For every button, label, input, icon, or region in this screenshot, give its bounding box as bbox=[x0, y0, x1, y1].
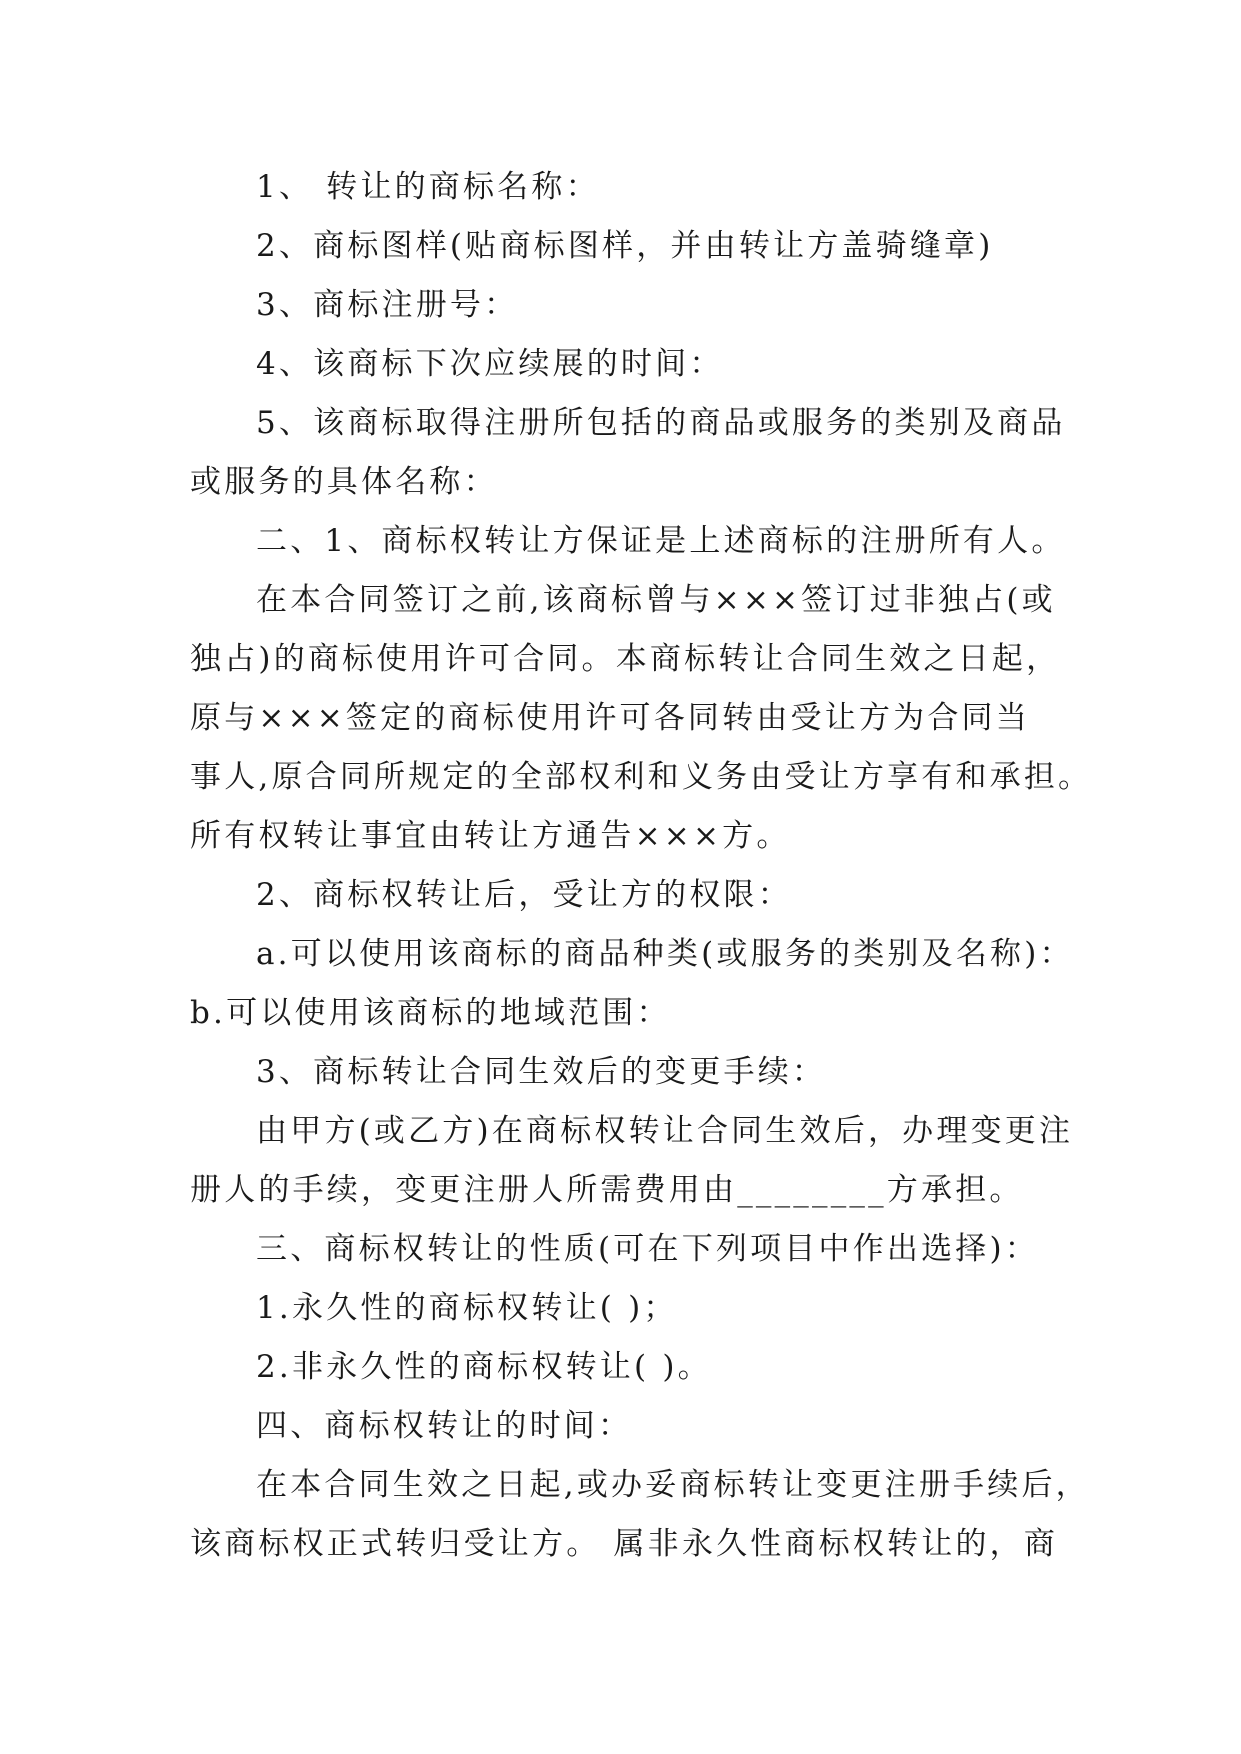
paragraph bbox=[190, 1397, 1070, 1456]
paragraph bbox=[190, 217, 1070, 276]
text-line: 原与×××签定的商标使用许可各同转由受让方为合同当 bbox=[190, 700, 1030, 736]
paragraph bbox=[190, 925, 1074, 1043]
text-line: 1、 转让的商标名称： bbox=[256, 169, 600, 205]
paragraph bbox=[190, 1102, 1074, 1220]
paragraph bbox=[190, 1279, 1070, 1338]
text-line: 2、商标图样(贴商标图样，并由转让方盖骑缝章) bbox=[256, 228, 994, 264]
text-line: 3、商标注册号： bbox=[256, 287, 519, 323]
paragraph bbox=[190, 335, 1070, 394]
paragraph bbox=[190, 158, 1070, 217]
paragraph bbox=[190, 1220, 1070, 1279]
text-line: 所有权转让事宜由转让方通告×××方。 bbox=[190, 818, 791, 854]
document-body bbox=[190, 158, 1093, 1574]
text-line: 2、商标权转让后，受让方的权限： bbox=[256, 877, 792, 913]
text-line: 5、该商标取得注册所包括的商品或服务的类别及商品 bbox=[256, 405, 1066, 441]
paragraph bbox=[190, 512, 1070, 571]
text-line: 三、商标权转让的性质(可在下列项目中作出选择)： bbox=[256, 1231, 1039, 1267]
text-line: 1.永久性的商标权转让( )； bbox=[256, 1290, 678, 1326]
text-line: 四、商标权转让的时间： bbox=[256, 1408, 633, 1444]
text-line: 在本合同签订之前,该商标曾与×××签订过非独占(或 bbox=[256, 582, 1056, 618]
text-line: 或服务的具体名称： bbox=[190, 464, 498, 500]
text-line: 事人,原合同所规定的全部权利和义务由受让方享有和承担。 bbox=[190, 759, 1093, 795]
text-line: 二、1、商标权转让方保证是上述商标的注册所有人。 bbox=[256, 523, 1066, 559]
text-line: 2.非永久性的商标权转让( )。 bbox=[256, 1349, 712, 1385]
text-line: 册人的手续，变更注册人所需费用由________方承担。 bbox=[190, 1172, 1024, 1208]
paragraph bbox=[190, 276, 1070, 335]
paragraph bbox=[190, 1338, 1070, 1397]
text-line: 4、该商标下次应续展的时间： bbox=[256, 346, 724, 382]
text-line: a.可以使用该商标的商品种类(或服务的类别及名称)： bbox=[256, 936, 1074, 972]
text-line: b.可以使用该商标的地域范围： bbox=[190, 995, 671, 1031]
paragraph bbox=[190, 1043, 1070, 1102]
paragraph bbox=[190, 394, 1070, 512]
text-line: 由甲方(或乙方)在商标权转让合同生效后，办理变更注 bbox=[256, 1113, 1074, 1149]
text-line: 3、商标转让合同生效后的变更手续： bbox=[256, 1054, 827, 1090]
text-line: 该商标权正式转归受让方。 属非永久性商标权转让的，商 bbox=[190, 1526, 1059, 1562]
paragraph bbox=[190, 1456, 1090, 1574]
text-line: 独占)的商标使用许可合同。本商标转让合同生效之日起， bbox=[190, 641, 1061, 677]
paragraph bbox=[190, 571, 1093, 866]
paragraph bbox=[190, 866, 1070, 925]
text-line: 在本合同生效之日起,或办妥商标转让变更注册手续后， bbox=[256, 1467, 1090, 1503]
